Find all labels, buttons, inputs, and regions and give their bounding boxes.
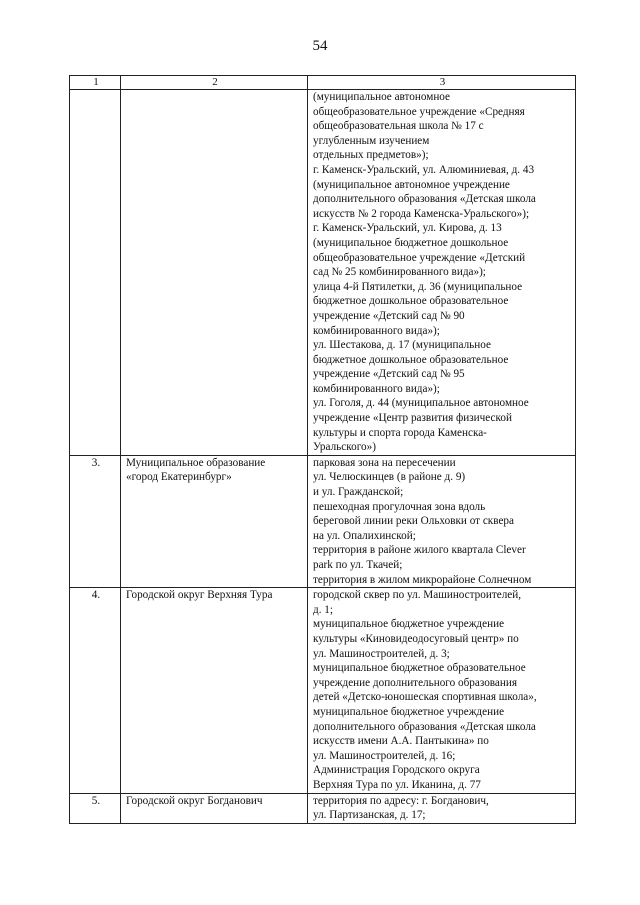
location-line: ул. Шестакова, д. 17 (муниципальное	[313, 339, 491, 352]
location-line: (муниципальное автономное	[313, 91, 450, 103]
location-line: ул. Машиностроителей, д. 16;	[313, 749, 456, 762]
location-line: улица 4-й Пятилетки, д. 36 (муниципальное	[313, 280, 523, 293]
row-number-cell: 4.	[70, 588, 121, 793]
table-row	[70, 90, 576, 456]
location-line: искусств № 2 города Каменска-Уральского»);	[313, 207, 530, 220]
row-number-cell: 3.	[70, 455, 121, 587]
location-line: муниципальное бюджетное образовательное	[313, 662, 526, 675]
location-line: Администрация Городского округа	[313, 764, 480, 777]
location-line: береговой линии реки Ольховки от сквера	[313, 515, 514, 528]
location-line: территория по адресу: г. Богданович,	[313, 794, 489, 807]
municipality-cell	[121, 90, 308, 456]
location-line: (муниципальное бюджетное дошкольное	[313, 236, 509, 249]
table-header-row	[70, 76, 576, 90]
table-row	[70, 793, 576, 823]
municipality-line: Городской округ Богданович	[126, 794, 263, 807]
locations-cell	[308, 588, 576, 793]
location-line: учреждение «Детский сад № 90	[313, 309, 465, 322]
location-line: общеобразовательное учреждение «Средняя	[313, 105, 525, 118]
location-line: углубленным изучением	[313, 134, 430, 147]
header-cell-3: 3	[308, 76, 576, 90]
location-line: парковая зона на пересечении	[313, 456, 456, 469]
location-line: муниципальное бюджетное учреждение	[313, 705, 505, 718]
location-line: (муниципальное автономное учреждение	[313, 178, 510, 191]
header-cell-2: 2	[121, 76, 308, 90]
location-line: общеобразовательная школа № 17 с	[313, 120, 484, 133]
location-line: и ул. Гражданской;	[313, 486, 404, 499]
location-line: дополнительного образования «Детская школа	[313, 193, 536, 206]
location-line: комбинированного вида»);	[313, 324, 440, 337]
municipality-line: Муниципальное образование	[126, 456, 266, 469]
location-line: искусств имени А.А. Пантыкина» по	[313, 735, 489, 748]
location-line: ул. Челюскинцев (в районе д. 9)	[313, 471, 466, 484]
location-line: учреждение дополнительного образования	[313, 676, 518, 689]
location-line: Верхняя Тура по ул. Иканина, д. 77	[313, 778, 481, 791]
location-line: территория в жилом микрорайоне Солнечном	[313, 573, 532, 586]
row-number-cell: 5.	[70, 793, 121, 823]
location-line: общеобразовательное учреждение «Детский	[313, 251, 526, 264]
location-line: городской сквер по ул. Машиностроителей,	[313, 589, 522, 602]
location-line: культуры и спорта города Каменска-	[313, 426, 487, 439]
location-line: г. Каменск-Уральский, ул. Кирова, д. 13	[313, 222, 502, 235]
municipality-line: «город Екатеринбург»	[126, 471, 232, 484]
location-line: комбинированного вида»);	[313, 382, 440, 395]
location-line: ул. Гоголя, д. 44 (муниципальное автономное	[313, 397, 529, 410]
table-row	[70, 455, 576, 587]
location-line: на ул. Опалихинской;	[313, 529, 416, 542]
location-line: пешеходная прогулочная зона вдоль	[313, 500, 486, 513]
location-line: Уральского»)	[313, 441, 376, 454]
location-line: отдельных предметов»);	[313, 149, 429, 162]
municipality-cell	[121, 455, 308, 587]
municipality-line: Городской округ Верхняя Тура	[126, 589, 273, 602]
location-line: сад № 25 комбинированного вида»);	[313, 266, 486, 279]
municipality-cell	[121, 588, 308, 793]
location-line: территория в районе жилого квартала Clever	[313, 544, 526, 557]
location-line: учреждение «Центр развития физической	[313, 412, 512, 425]
location-line: д. 1;	[313, 603, 333, 616]
location-line: учреждение «Детский сад № 95	[313, 368, 465, 381]
table-row	[70, 588, 576, 793]
location-line: культуры «Киновидеодосуговый центр» по	[313, 632, 519, 645]
locations-table	[69, 75, 576, 824]
location-line: park по ул. Ткачей;	[313, 559, 403, 571]
location-line: муниципальное бюджетное учреждение	[313, 618, 505, 631]
locations-cell	[308, 455, 576, 587]
header-cell-1: 1	[70, 76, 121, 90]
locations-cell	[308, 90, 576, 456]
location-line: бюджетное дошкольное образовательное	[313, 295, 509, 308]
location-line: г. Каменск-Уральский, ул. Алюминиевая, д. 43	[313, 163, 535, 176]
row-number-cell	[70, 90, 121, 456]
location-line: дополнительного образования «Детская школа	[313, 720, 536, 733]
locations-cell	[308, 793, 576, 823]
location-line: бюджетное дошкольное образовательное	[313, 353, 509, 366]
page-number: 54	[312, 38, 328, 54]
location-line: ул. Машиностроителей, д. 3;	[313, 647, 450, 660]
municipality-cell	[121, 793, 308, 823]
location-line: детей «Детско-юношеская спортивная школа»,	[313, 691, 537, 704]
location-line: ул. Партизанская, д. 17;	[313, 809, 426, 822]
